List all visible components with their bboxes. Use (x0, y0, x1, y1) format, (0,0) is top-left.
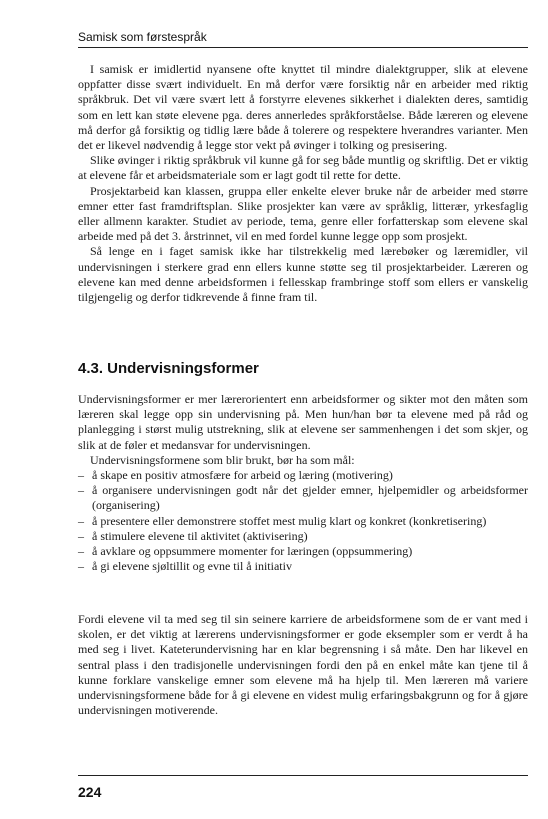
intro-text (78, 62, 528, 305)
goal-item: – å presentere eller demonstrere stoffet mest mulig klart og konkret (konkretisering) (78, 514, 528, 529)
goal-item: – å avklare og oppsummere momenter for læringen (oppsummering) (78, 544, 528, 559)
section-paragraph-1: Undervisningsformer er mer lærerorientert enn arbeidsformer og sikter mot den måten som læreren skal legge opp sin undervisning på. Men hun/han bør ta elevene med på råd og planlegging i størst mulig utstrekning, slik at elevene ser sammenhengen i det som skjer, og slik at de føler et medansvar for undervisningen. (78, 392, 528, 452)
intro-paragraph-2: Slike øvinger i riktig språkbruk vil kunne gå for seg både muntlig og skriftlig. Det er viktig at elevene får et arbeidsmateriale som er lagt godt til rette for dette. (78, 153, 528, 183)
footer-rule (78, 775, 528, 776)
goal-item: – å organisere undervisningen godt når det gjelder emner, hjelpemidler og arbeidsformer (organisering) (78, 483, 528, 513)
intro-paragraph-3: Prosjektarbeid kan klassen, gruppa eller enkelte elever bruke når de arbeider med større emner etter fast framdriftsplan. Slike prosjekter kan være av språklig, litterær, yrkesfaglig eller allmenn karakter. Studiet av periode, tema, genre eller forfatterskap som elevene skal arbeide med på det 3. årstrinnet, vil en med fordel kunne legge opp som prosjekt. (78, 183, 528, 244)
header-rule (78, 47, 528, 48)
intro-paragraph-4: Så lenge en i faget samisk ikke har tilstrekkelig med lærebøker og læremidler, vil undervisningen i sterkere grad enn ellers kunne støtte seg til prosjektarbeider. Læreren og elevene kan med denne arbeidsformen i fellesskap frambringe stoff som ellers er vanskelig tilgjengelig og derfor tidkrevende å finne fram til. (78, 244, 528, 305)
closing-text (78, 612, 528, 718)
goals-list (78, 468, 528, 574)
page-number: 224 (78, 784, 102, 800)
intro-paragraph-1: I samisk er imidlertid nyansene ofte knyttet til mindre dialektgrupper, slik at elevene oppfatter disse svært individuelt. En må derfor være forsiktig når en arbeider med riktig språkbruk. Det vil være svært lett å forstyrre elevenes sikkerhet i dialekten deres, samtidig som en lett kan støte elevene pga. deres annerledes språkforståelse. Både læreren og elevene må derfor gå forsiktig og tidlig lære både å tolerere og respektere hverandres varianter. Men det er likevel nødvendig å legge stor vekt på øvinger i tolking og presisering. (78, 62, 528, 153)
goal-item: – å gi elevene sjøltillit og evne til å initiativ (78, 559, 528, 574)
section-heading: 4.3. Undervisningsformer (78, 360, 259, 377)
section-text (78, 392, 528, 574)
closing-paragraph: Fordi elevene vil ta med seg til sin seinere karriere de arbeidsformene som de er vant med i skolen, er det viktig at lærerens undervisningsformer er gode eksempler som er verdt å ha med seg i livet. Kateterundervisning har en klar begrensning i så måte. Den har likevel en sentral plass i den tradisjonelle undervisningen fordi den på en enkel måte kan tjene til å kunne forklare vanskelige emner som elevene må ha hjelp til. Men læreren må variere undervisningsformene både for å gi elevene en videst mulig erfaringsbakgrunn og for å gjøre undervisningen motiverende. (78, 612, 528, 718)
section-paragraph-2: Undervisningsformene som blir brukt, bør ha som mål: (90, 452, 355, 467)
running-title: Samisk som førstespråk (78, 30, 207, 44)
goal-item: – å skape en positiv atmosfære for arbeid og læring (motivering) (78, 468, 528, 483)
goal-item: – å stimulere elevene til aktivitet (aktivisering) (78, 529, 528, 544)
